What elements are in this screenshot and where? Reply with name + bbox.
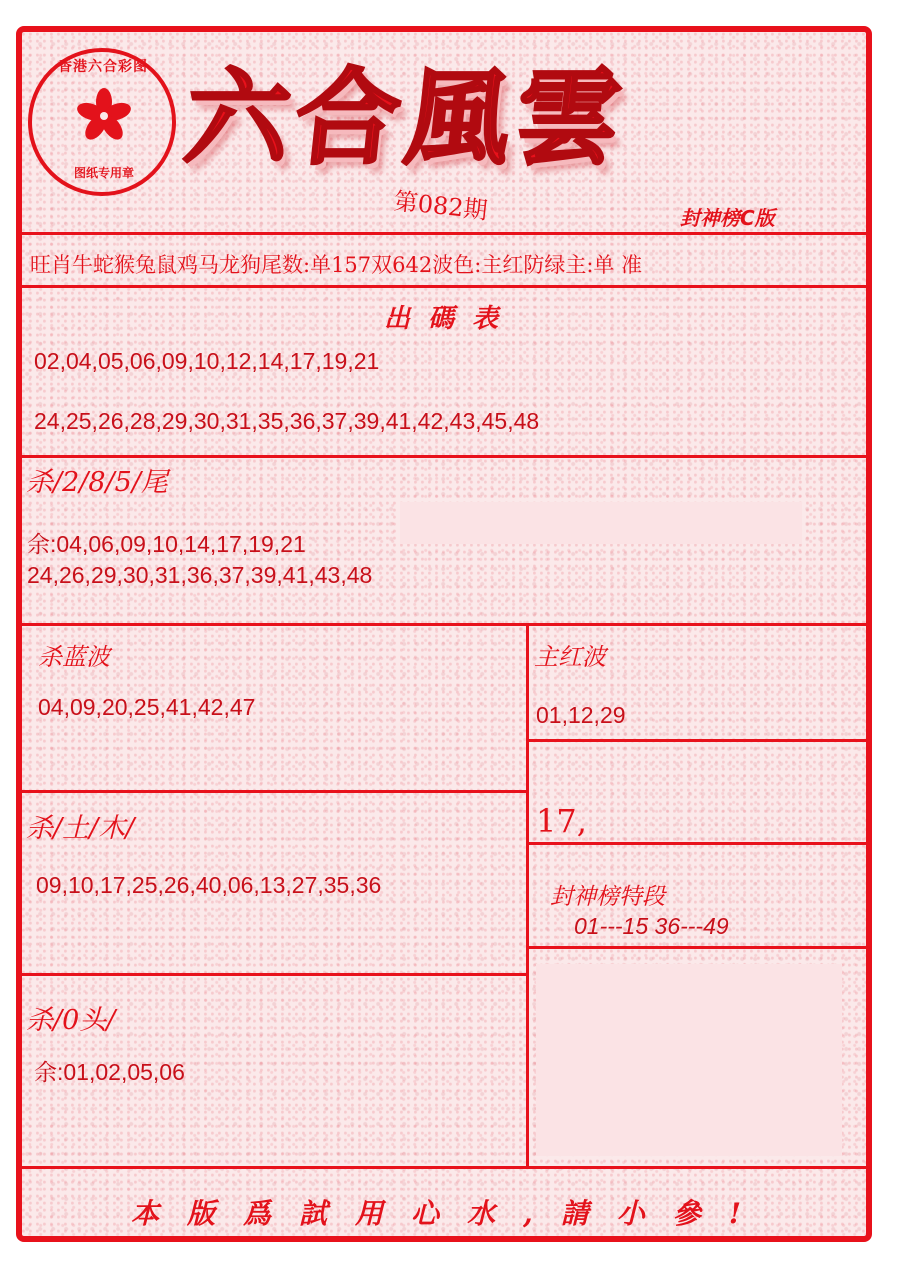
divider-header (19, 232, 869, 235)
code-table-row-2: 24,25,26,28,29,30,31,35,36,37,39,41,42,43,45,48 (34, 408, 540, 434)
divider-footer (19, 1166, 869, 1169)
issue-number: 第082期 (392, 187, 489, 225)
footer-note: 本版爲試用心水,請小參! (130, 1197, 770, 1230)
divider-right-3 (526, 946, 869, 949)
divider-kill-tail (19, 623, 869, 626)
seal-ring-text: 香港六合彩图 (58, 59, 148, 75)
code-table-title: 出碼表 (383, 304, 516, 334)
kill-tail-row-2: 24,26,29,30,31,36,37,39,41,43,48 (27, 562, 373, 588)
blank-panel-bottom (536, 964, 842, 1156)
divider-column (526, 623, 529, 1169)
special-pick: 17, (536, 802, 587, 840)
divider-right-2 (526, 842, 869, 845)
divider-right-1 (526, 739, 869, 742)
bauhinia-flower-icon (76, 88, 132, 144)
kill-head-numbers: 余:01,02,05,06 (34, 1059, 185, 1085)
main-red-numbers: 01,12,29 (536, 702, 626, 728)
divider-left-1 (19, 790, 529, 793)
seal-bottom-text: 图纸专用章 (73, 166, 134, 180)
main-red-label: 主红波 (534, 643, 606, 671)
special-range-label: 封神榜特段 (550, 884, 665, 910)
special-range-values: 01---15 36---49 (574, 913, 729, 939)
divider-left-2 (19, 973, 529, 976)
blank-panel-top (400, 502, 802, 544)
kill-tail-label: 杀/2/8/5/尾 (26, 467, 168, 498)
brand-title: 六合風雲 (179, 56, 633, 179)
kill-blue-label: 杀蓝波 (38, 643, 110, 671)
kill-tail-row-1: 余:04,06,09,10,14,17,19,21 (27, 531, 306, 557)
kill-element-label: 杀/土/木/ (26, 813, 135, 844)
edition-label: 封神榜C版 (680, 206, 775, 230)
tip-line: 旺肖牛蛇猴兔鼠鸡马龙狗尾数:单157双642波色:主红防绿主:单 准 (30, 253, 643, 277)
divider-tip (19, 285, 869, 288)
kill-element-numbers: 09,10,17,25,26,40,06,13,27,35,36 (36, 872, 382, 898)
seal-stamp (28, 48, 176, 196)
kill-blue-numbers: 04,09,20,25,41,42,47 (38, 694, 256, 720)
kill-head-label: 杀/0头/ (26, 1005, 116, 1036)
divider-code-table (19, 455, 869, 458)
code-table-row-1: 02,04,05,06,09,10,12,14,17,19,21 (34, 348, 380, 374)
